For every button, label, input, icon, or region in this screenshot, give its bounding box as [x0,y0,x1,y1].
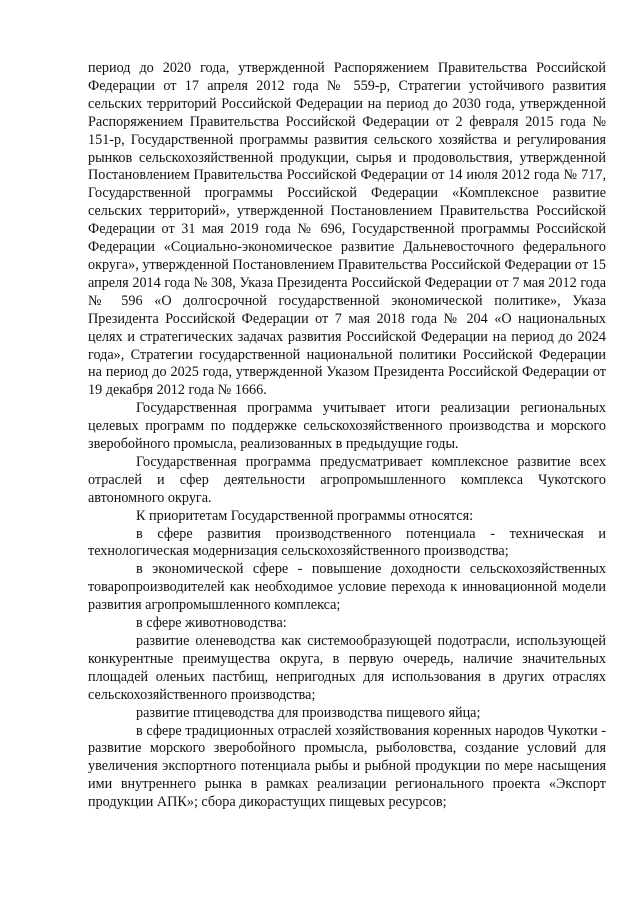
paragraph-production-potential: в сфере развития производственного потенциала - техническая и технологическая модернизация сельскохозяйственного производства; [88,525,606,560]
paragraph-traditional-industries: в сфере традиционных отраслей хозяйствования коренных народов Чукотки - развитие морского зверобойного промысла, рыболовства, создание условий для увеличения экспортного потенциала рыбы и рыбной продукции по мере насыщения ими внутреннего рынка в рамках реализации регионального проекта «Экспорт продукции АПК»; сбора дикорастущих пищевых ресурсов; [88,722,606,811]
document-page [88,60,606,812]
paragraph-poultry: развитие птицеводства для производства пищевого яйца; [136,704,481,721]
paragraph-complex-development: Государственная программа предусматривает комплексное развитие всех отраслей и сфер деятельности агропромышленного комплекса Чукотского автономного округа. [88,453,606,506]
paragraph-legal-basis-continued: период до 2020 года, утвержденной Распоряжением Правительства Российской Федерации от 17 апреля 2012 года № 559-р, Стратегии устойчивого развития сельских территорий Российской Федерации на период до 2030 года, утвержденной Распоряжением Правительства Российской Федерации от 2 февраля 2015 года № 151-р, Государственной программы развития сельского хозяйства и регулирования рынков сельскохозяйственной продукции, сырья и продовольствия, утвержденной Постановлением Правительства Российской Федерации от 14 июля 2012 года № 717, Государственной программы Российской Федерации «Комплексное развитие сельских территорий», утвержденной Постановлением Правительства Российской Федерации от 31 мая 2019 года № 696, Государственной программы Российской Федерации «Социально-экономическое развитие Дальневосточного федерального округа», утвержденной Постановлением Правительства Российской Федерации от 15 апреля 2014 года № 308, Указа Президента Российской Федерации от 7 мая 2012 года № 596 «О долгосрочной государственной экономической политике», Указа Президента Российской Федерации от 7 мая 2018 года № 204 «О национальных целях и стратегических задачах развития Российской Федерации на период до 2024 года», Стратегии государственной национальной политики Российской Федерации на период до 2025 года, утвержденной Указом Президента Российской Федерации от 19 декабря 2012 года № 1666. [88,60,606,399]
paragraph-economic-sphere: в экономической сфере - повышение доходности сельскохозяйственных товаропроизводителей как необходимое условие перехода к инновационной модели развития агропромышленного комплекса; [88,561,606,614]
paragraph-priorities-heading: К приоритетам Государственной программы относятся: [136,507,474,524]
paragraph-livestock-heading: в сфере животноводства: [136,615,287,632]
paragraph-reindeer-herding: развитие оленеводства как системообразующей подотрасли, использующей конкурентные преимущества округа, в первую очередь, наличие значительных площадей оленьих пастбищ, непригодных для использования в других отраслях сельскохозяйственного производства; [88,633,606,703]
paragraph-program-results: Государственная программа учитывает итоги реализации региональных целевых программ по поддержке сельскохозяйственного производства и морского зверобойного промысла, реализованных в предыдущие годы. [88,400,606,453]
